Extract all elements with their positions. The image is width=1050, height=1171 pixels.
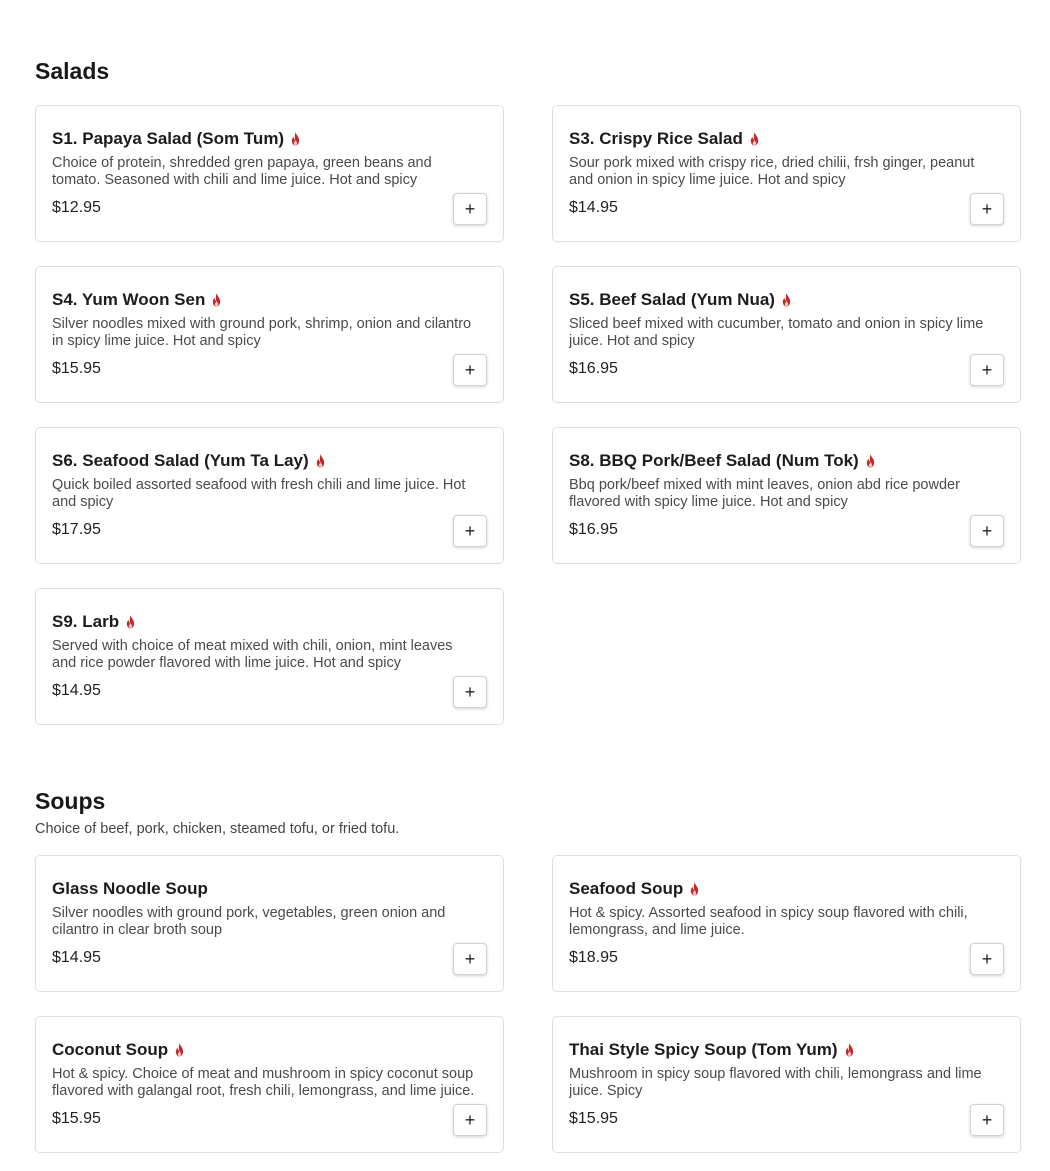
menu-item-price: $14.95 — [52, 949, 101, 966]
menu-item-description: Silver noodles mixed with ground pork, shrimp, onion and cilantro in spicy lime juice. Hot and spicy — [52, 316, 472, 349]
menu-item-card[interactable] — [35, 427, 504, 564]
menu-item-description: Sour pork mixed with crispy rice, dried chilii, frsh ginger, peanut and onion in spicy lime juice. Hot and spicy — [569, 155, 975, 188]
menu-item-name: S1. Papaya Salad (Som Tum) — [52, 129, 285, 148]
menu-item-description: Mushroom in spicy soup flavored with chili, lemongrass and lime juice. Spicy — [569, 1066, 982, 1099]
section-title-soups: Soups — [35, 788, 106, 814]
menu-item-price: $16.95 — [569, 360, 618, 377]
add-to-cart-button[interactable]: + — [453, 515, 487, 547]
section-header-soups — [35, 787, 1021, 838]
add-to-cart-button[interactable]: + — [970, 1104, 1004, 1136]
section-title-salads: Salads — [35, 58, 110, 84]
menu-item-price: $16.95 — [569, 521, 618, 538]
menu-item-price: $18.95 — [569, 949, 618, 966]
menu-item-name: Glass Noodle Soup — [52, 879, 208, 898]
menu-item-price: $15.95 — [52, 360, 101, 377]
menu-item-name: S9. Larb — [52, 612, 120, 631]
menu-item-name: S4. Yum Woon Sen — [52, 290, 206, 309]
menu-item-name: Thai Style Spicy Soup (Tom Yum) — [569, 1040, 838, 1059]
spicy-flame-icon — [844, 1043, 855, 1057]
add-to-cart-button[interactable]: + — [970, 193, 1004, 225]
menu-item-price: $17.95 — [52, 521, 101, 538]
menu-item-card[interactable] — [552, 266, 1021, 403]
menu-item-card[interactable] — [35, 266, 504, 403]
menu-item-price: $14.95 — [52, 682, 101, 699]
menu-item-description: Hot & spicy. Assorted seafood in spicy soup flavored with chili, lemongrass, and lime juice. — [569, 905, 968, 938]
menu-item-description: Bbq pork/beef mixed with mint leaves, onion abd rice powder flavored with spicy lime juice. Hot and spicy — [569, 477, 960, 510]
section-description-soups: Choice of beef, pork, chicken, steamed tofu, or fried tofu. — [35, 821, 400, 837]
menu-item-name: S6. Seafood Salad (Yum Ta Lay) — [52, 451, 309, 470]
menu-item-name: Seafood Soup — [569, 879, 684, 898]
menu-item-name: Coconut Soup — [52, 1040, 169, 1059]
add-to-cart-button[interactable]: + — [970, 943, 1004, 975]
add-to-cart-button[interactable]: + — [970, 354, 1004, 386]
menu-item-card[interactable] — [552, 105, 1021, 242]
menu-item-name: S3. Crispy Rice Salad — [569, 129, 743, 148]
add-to-cart-button[interactable]: + — [453, 1104, 487, 1136]
spicy-flame-icon — [781, 293, 792, 307]
menu-item-price: $15.95 — [569, 1110, 618, 1127]
add-to-cart-button[interactable]: + — [970, 515, 1004, 547]
add-to-cart-button[interactable]: + — [453, 676, 487, 708]
menu-item-description: Choice of protein, shredded gren papaya, green beans and tomato. Seasoned with chili and lime juice. Hot and spicy — [52, 155, 432, 188]
section-header-salads — [35, 57, 1021, 85]
spicy-flame-icon — [749, 132, 760, 146]
menu-item-card[interactable] — [552, 855, 1021, 992]
spicy-flame-icon — [315, 454, 326, 468]
spicy-flame-icon — [865, 454, 876, 468]
menu-item-description: Silver noodles with ground pork, vegetables, green onion and cilantro in clear broth soup — [52, 905, 446, 938]
menu-item-price: $12.95 — [52, 199, 101, 216]
spicy-flame-icon — [689, 882, 700, 896]
menu-item-card[interactable] — [35, 105, 504, 242]
spicy-flame-icon — [290, 132, 301, 146]
menu-item-description: Served with choice of meat mixed with chili, onion, mint leaves and rice powder flavored with lime juice. Hot and spicy — [52, 638, 453, 671]
menu-item-card[interactable] — [35, 1016, 504, 1153]
menu-item-description: Quick boiled assorted seafood with fresh chili and lime juice. Hot and spicy — [52, 477, 466, 510]
menu-item-card[interactable] — [552, 1016, 1021, 1153]
add-to-cart-button[interactable]: + — [453, 943, 487, 975]
menu-item-description: Hot & spicy. Choice of meat and mushroom in spicy coconut soup flavored with galangal root, fresh chili, lemongrass, and lime juice. — [52, 1066, 475, 1099]
menu-item-name: S5. Beef Salad (Yum Nua) — [569, 290, 775, 309]
add-to-cart-button[interactable]: + — [453, 354, 487, 386]
spicy-flame-icon — [211, 293, 222, 307]
menu-item-card[interactable] — [552, 427, 1021, 564]
menu-item-name: S8. BBQ Pork/Beef Salad (Num Tok) — [569, 451, 859, 470]
spicy-flame-icon — [174, 1043, 185, 1057]
spicy-flame-icon — [125, 615, 136, 629]
menu-item-card[interactable] — [35, 588, 504, 725]
menu-item-price: $15.95 — [52, 1110, 101, 1127]
menu-item-description: Sliced beef mixed with cucumber, tomato and onion in spicy lime juice. Hot and spicy — [569, 316, 984, 349]
menu-item-price: $14.95 — [569, 199, 618, 216]
add-to-cart-button[interactable]: + — [453, 193, 487, 225]
menu-item-card[interactable] — [35, 855, 504, 992]
